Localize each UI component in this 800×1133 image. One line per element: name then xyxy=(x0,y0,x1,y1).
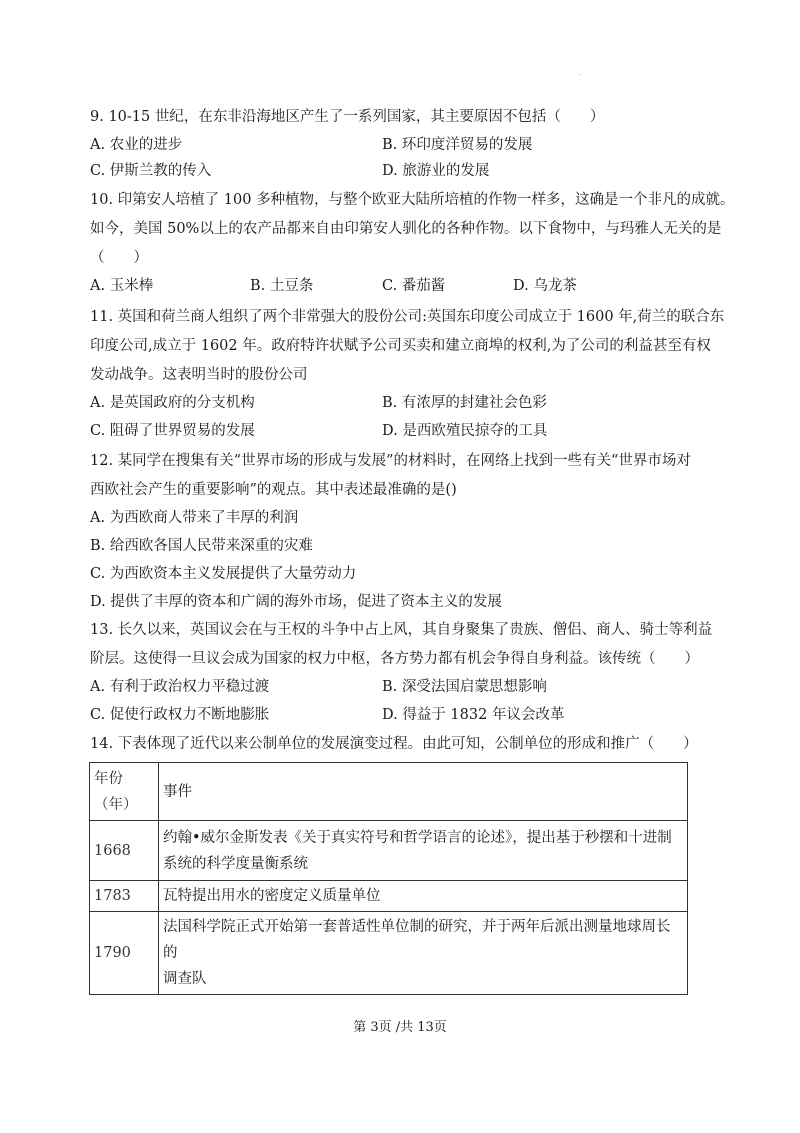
q9-options-row2 xyxy=(90,161,710,181)
event-cell xyxy=(159,821,688,881)
q11-option-a[interactable]: A. 是英国政府的分支机构 xyxy=(90,395,255,411)
q13-option-d[interactable]: D. 得益于 1832 年议会改革 xyxy=(382,707,565,723)
q10-options-row xyxy=(90,276,710,296)
q11-stem-line1: 11. 英国和荷兰商人组织了两个非常强大的股份公司:英国东印度公司成立于 1600 年,荷兰的联合东 xyxy=(90,309,725,325)
event-text-line2: 调查队 xyxy=(163,971,207,987)
q13-stem-line1: 13. 长久以来，英国议会在与王权的斗争中占上风，其自身聚集了贵族、僧侣、商人、骑士等利益 xyxy=(90,622,713,638)
year-header-line2: （年） xyxy=(94,796,138,813)
q10-option-a[interactable]: A. 玉米棒 xyxy=(90,278,154,294)
q12-option-a[interactable]: A. 为西欧商人带来了丰厚的利润 xyxy=(90,510,299,526)
q12-option-c[interactable]: C. 为西欧资本主义发展提供了大量劳动力 xyxy=(90,566,357,582)
metric-history-table xyxy=(89,762,688,995)
table-row xyxy=(90,821,688,881)
q13-stem-line2: 阶层。这使得一旦议会成为国家的权力中枢，各方势力都有机会争得自身利益。该传统（ ） xyxy=(90,651,699,667)
q9-option-c[interactable]: C. 伊斯兰教的传入 xyxy=(90,163,212,179)
year-cell: 1783 xyxy=(90,881,159,912)
table-row xyxy=(90,912,688,995)
q12-option-b[interactable]: B. 给西欧各国人民带来深重的灾难 xyxy=(90,538,313,554)
year-cell: 1790 xyxy=(90,912,159,995)
event-cell xyxy=(159,912,688,995)
q11-stem-line2: 印度公司,成立于 1602 年。政府特许状赋予公司买卖和建立商埠的权利,为了公司的利益甚至有权 xyxy=(90,338,711,354)
q11-option-c[interactable]: C. 阻碍了世界贸易的发展 xyxy=(90,423,255,439)
q9-option-a[interactable]: A. 农业的进步 xyxy=(90,137,183,153)
event-text-line1: 法国科学院正式开始第一套普适性单位制的研究，并于两年后派出测量地球周长的 xyxy=(163,919,671,961)
q12-stem-line2: 西欧社会产生的重要影响”的观点。其中表述最准确的是() xyxy=(90,482,457,498)
year-header-line1: 年份 xyxy=(94,770,123,787)
q10-stem-line3: （ ） xyxy=(90,250,148,266)
q9-option-b[interactable]: B. 环印度洋贸易的发展 xyxy=(382,137,533,153)
q12-stem-line1: 12. 某同学在搜集有关“世界市场的形成与发展”的材料时，在网络上找到一些有关“世界市场对 xyxy=(90,453,691,469)
q9-stem: 9. 10-15 世纪，在东非沿海地区产生了一系列国家，其主要原因不包括（ ） xyxy=(90,109,605,125)
q13-options-row1 xyxy=(90,677,710,697)
table-row xyxy=(90,881,688,912)
q14-stem: 14. 下表体现了近代以来公制单位的发展演变过程。由此可知，公制单位的形成和推广（ ） xyxy=(90,736,698,752)
q12-option-d[interactable]: D. 提供了丰厚的资本和广阔的海外市场，促进了资本主义的发展 xyxy=(90,594,502,610)
table-header-row xyxy=(90,763,688,821)
event-text-line2: 系统的科学度量衡系统 xyxy=(163,855,308,872)
q13-options-row2 xyxy=(90,705,710,725)
event-text-line1: 约翰•威尔金斯发表《关于真实符号和哲学语言的论述》，提出基于秒摆和十进制 xyxy=(163,829,672,846)
q10-option-d[interactable]: D. 乌龙茶 xyxy=(513,278,577,294)
corner-mark: - xyxy=(578,70,581,79)
q11-options-row2 xyxy=(90,421,710,441)
q9-options-row1 xyxy=(90,135,710,155)
q13-option-c[interactable]: C. 促使行政权力不断地膨胀 xyxy=(90,707,270,723)
event-header-cell: 事件 xyxy=(159,763,688,821)
q9-option-d[interactable]: D. 旅游业的发展 xyxy=(382,163,490,179)
q10-option-b[interactable]: B. 土豆条 xyxy=(250,278,314,294)
page-footer: 第 3页 /共 13页 xyxy=(353,1020,447,1035)
q11-option-d[interactable]: D. 是西欧殖民掠夺的工具 xyxy=(382,423,548,439)
q10-stem-line1: 10. 印第安人培植了 100 多种植物，与整个欧亚大陆所培植的作物一样多，这确是一个非凡的成就。 xyxy=(90,192,735,208)
q11-option-b[interactable]: B. 有浓厚的封建社会色彩 xyxy=(382,395,547,411)
q10-option-c[interactable]: C. 番茄酱 xyxy=(382,278,446,294)
year-header-cell xyxy=(90,763,159,821)
q13-option-a[interactable]: A. 有利于政治权力平稳过渡 xyxy=(90,679,270,695)
q10-stem-line2: 如今，美国 50%以上的农产品都来自由印第安人驯化的各种作物。以下食物中，与玛雅人无关的是 xyxy=(90,221,722,237)
year-cell: 1668 xyxy=(90,821,159,881)
q11-options-row1 xyxy=(90,393,710,413)
event-cell: 瓦特提出用水的密度定义质量单位 xyxy=(159,881,688,912)
q13-option-b[interactable]: B. 深受法国启蒙思想影响 xyxy=(382,679,547,695)
q11-stem-line3: 发动战争。这表明当时的股份公司 xyxy=(90,367,308,383)
